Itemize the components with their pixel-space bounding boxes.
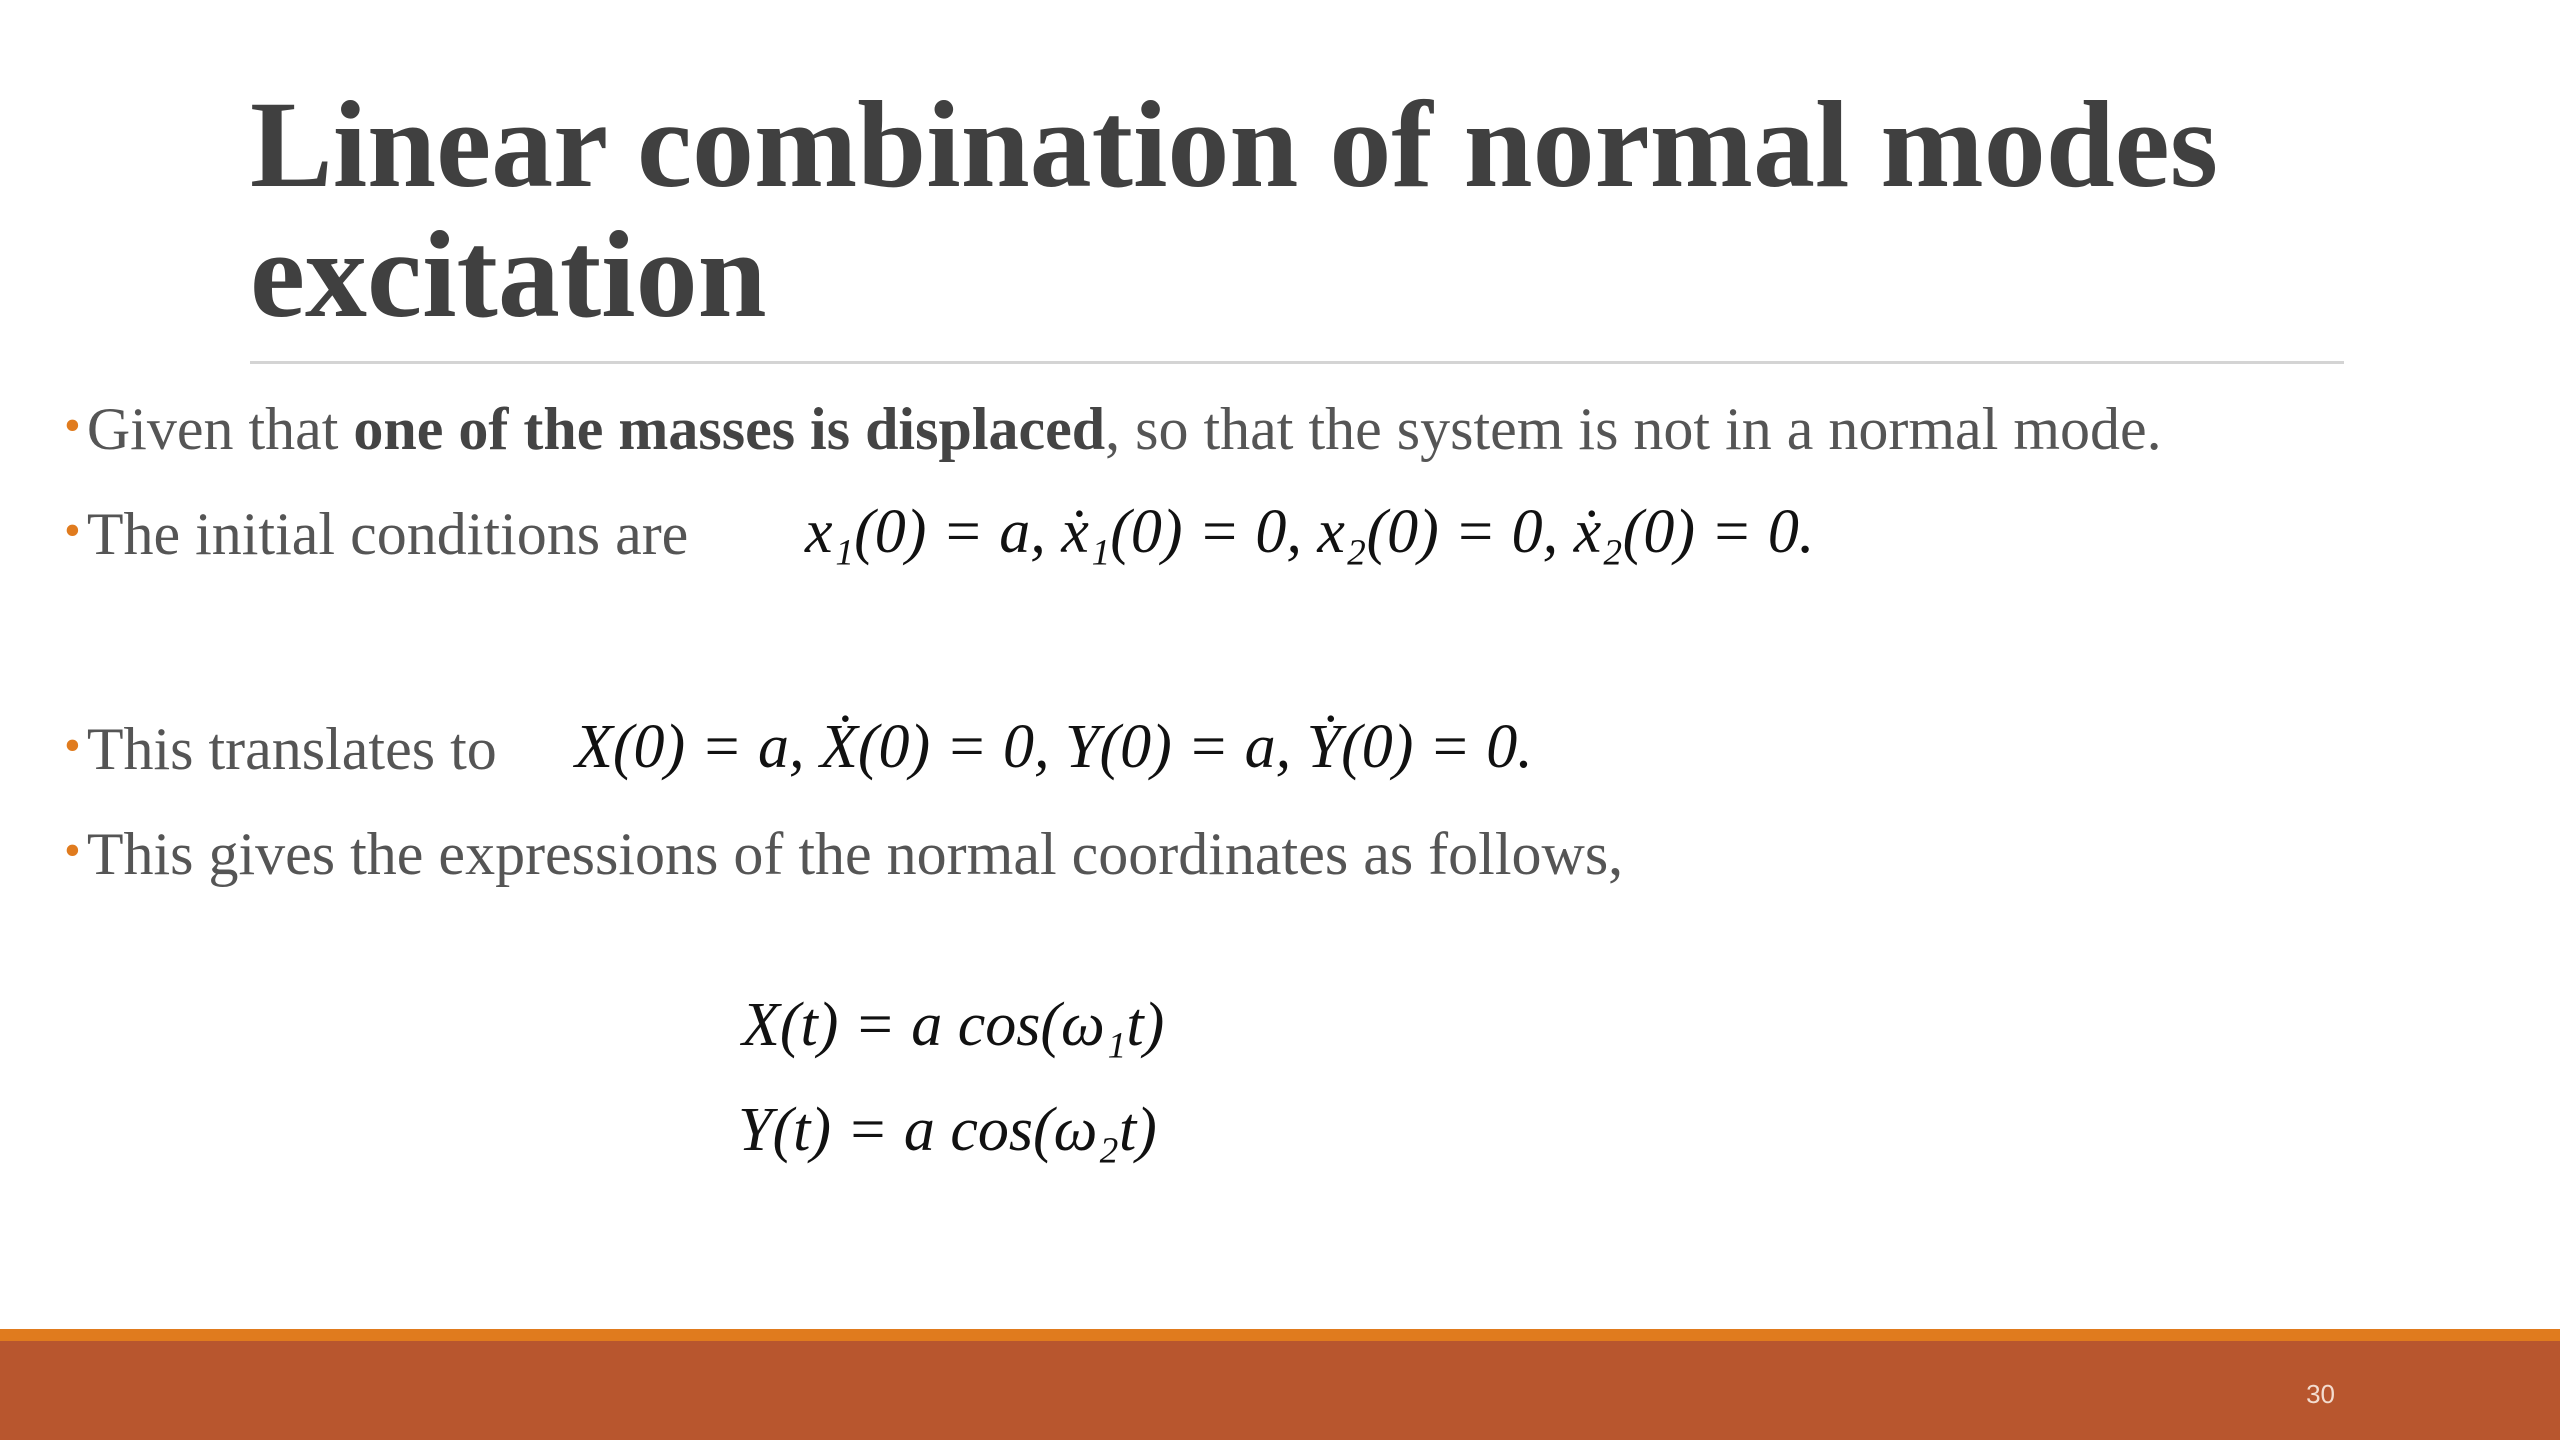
bullet-given-that	[64, 395, 2162, 464]
equation-text: Y(t) = a cos(ω₂t)	[738, 1096, 1157, 1164]
footer-bar	[0, 1341, 2560, 1440]
bullet-text: The initial conditions are	[86, 501, 689, 567]
bullet-text-pre: Given that	[86, 396, 354, 462]
bullet-text-bold: one of the masses is displaced	[353, 396, 1106, 462]
slide-title: Linear combination of normal modes excitation	[250, 76, 2218, 343]
equation-text: X(t) = a cos(ω₁t)	[742, 991, 1165, 1059]
footer-accent-stripe	[0, 1329, 2560, 1341]
page-number: 30	[2306, 1379, 2335, 1409]
equation-x-of-t	[742, 990, 1164, 1061]
bullet-text: This gives the expressions of the normal coordinates as follows,	[86, 821, 1624, 887]
bullet-marker: •	[64, 504, 81, 557]
bullet-translates-to	[64, 715, 497, 784]
bullet-text-post: , so that the system is not in a normal mode.	[1105, 396, 2162, 462]
title-divider	[250, 361, 2344, 364]
bullet-marker: •	[64, 719, 81, 772]
bullet-initial-conditions	[64, 500, 688, 569]
translated-conditions-equation	[575, 712, 1533, 783]
bullet-expressions	[64, 820, 1623, 889]
equation-y-of-t	[738, 1095, 1157, 1166]
bullet-marker: •	[64, 399, 81, 452]
math-text: X(0) = a, Ẋ(0) = 0, Y(0) = a, Ẏ(0) = 0.	[575, 713, 1533, 781]
bullet-text: This translates to	[86, 716, 497, 782]
math-text: x₁(0) = a, ẋ₁(0) = 0, x₂(0) = 0, ẋ₂(0) = 0.	[805, 498, 1815, 566]
initial-conditions-equation	[805, 497, 1814, 568]
bullet-marker: •	[64, 824, 81, 877]
